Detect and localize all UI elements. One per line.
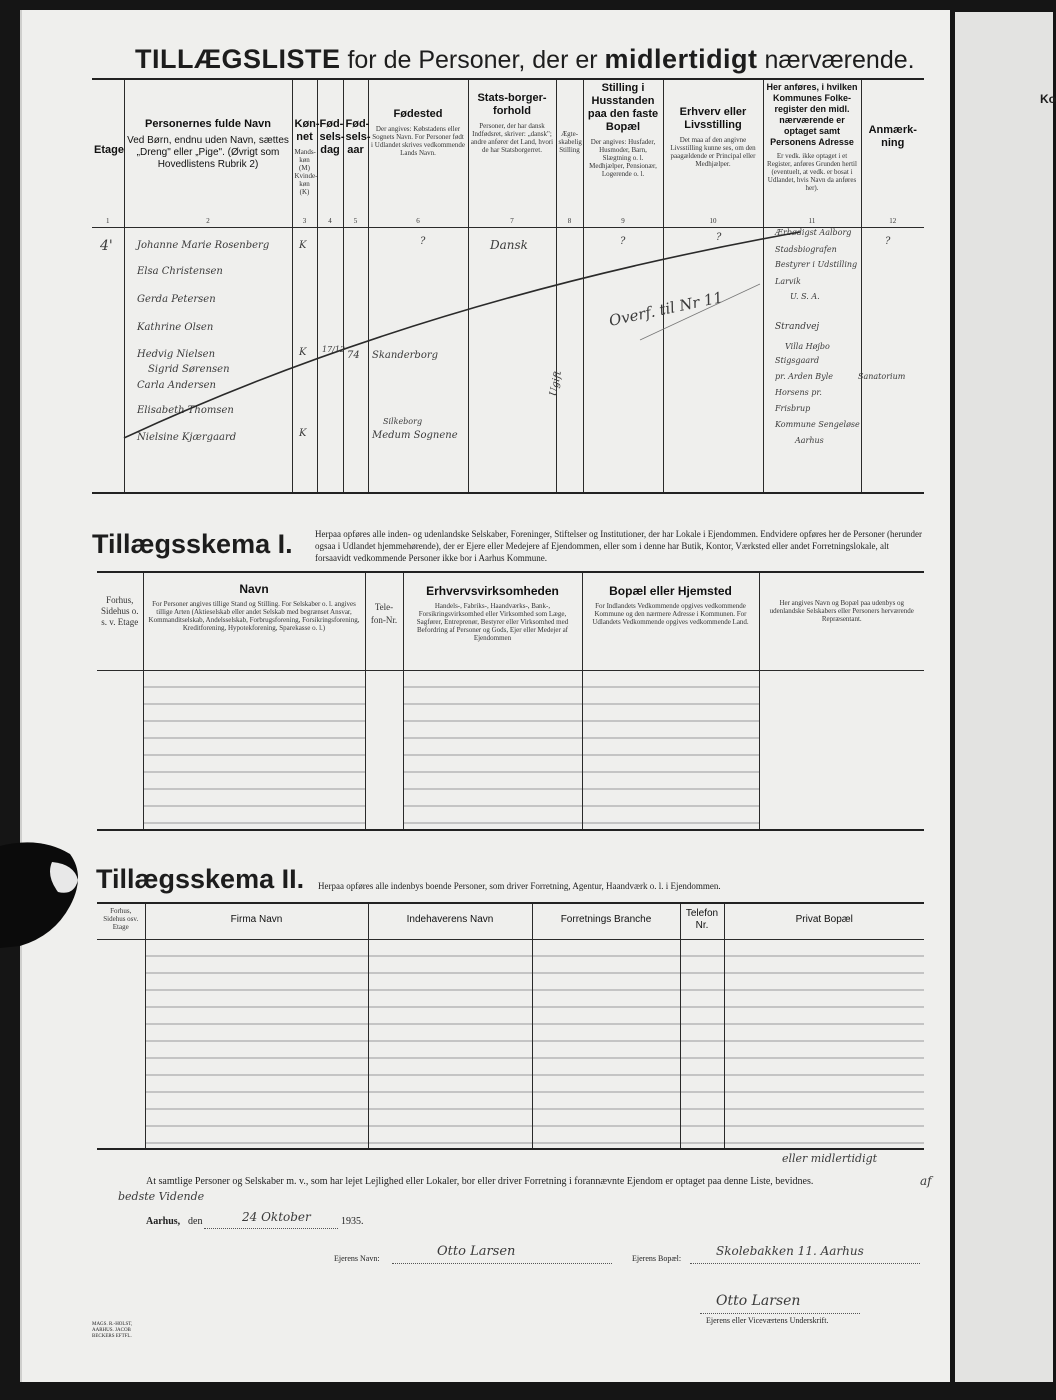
address-value: Stigsgaard xyxy=(775,356,820,365)
printer-mark: MAGS. R.-HOLST, AARHUS. JACOB BECKERS EFTFL. xyxy=(92,1322,133,1339)
col-address: Her anføres, i hvilken Kommunes Folke-register den midl. nærværende er optaget samt Personens Adresse Er vedk. ikke optaget i et Register, anføres Grunden hertil (eventuelt, at vedk. er bosat i Udlandet, hvis Navn da anføres her). 11 xyxy=(763,79,861,227)
signature: Otto Larsen xyxy=(716,1293,801,1309)
col-household: Stilling i Husstanden paa den faste Bopæl Der angives: Husfader, Husmoder, Barn, Slægtning o. l. Medhjælper, Pensionær, Logerende o. l. 9 xyxy=(583,79,663,227)
statement-text: At samtlige Personer og Selskaber m. v., som har lejet Lejlighed eller Lokaler, bor eller driver Forretning i forannævnte Ejendom er optaget paa denne Liste, bevidnes. xyxy=(146,1176,814,1187)
s1-col-etage: Forhus, Sidehus o. s. v. Etage xyxy=(97,572,143,670)
diagonal-mark xyxy=(640,284,760,340)
address-value: Horsens pr. xyxy=(775,388,822,397)
owner-name-label: Ejerens Navn: xyxy=(334,1254,380,1263)
skema1-table xyxy=(97,571,924,831)
marital-value: Ugift xyxy=(548,369,565,398)
s2-col-owner: Indehaverens Navn xyxy=(368,903,532,939)
statement-line2: bedste Vidende xyxy=(118,1190,205,1203)
skema1-title: Tillægsskema I. xyxy=(92,529,293,559)
s2-col-etage: Forhus, Sidehus osv. Etage xyxy=(97,903,145,939)
s1-col-phone: Tele-fon-Nr. xyxy=(365,572,403,670)
city-label: Aarhus, xyxy=(146,1216,181,1227)
birthplace-value: Silkeborg xyxy=(383,417,423,426)
main-title: TILLÆGSLISTE for de Personer, der er midlertidigt nærværende. xyxy=(135,44,915,74)
col-birthyear: Fød-sels-aar 5 xyxy=(343,79,368,227)
col-marital: Ægte-skabelig Stilling 8 xyxy=(556,79,583,227)
address-value: Bestyrer i Udstilling xyxy=(775,260,858,269)
adjacent-page-fragment: Ko xyxy=(1040,92,1056,106)
strike-line xyxy=(124,232,800,438)
s1-col-name: Navn For Personer angives tillige Stand og Stilling. For Selskaber o. l. angives tillige Arten (Aktieselskab eller andet Selskab med begrænset Ansvar, Kommanditselskab, Andelsselskab, Forbrugsforening, Forsikringsforening, Kreditforening, Hypotekforening, Sparekasse o. l.) xyxy=(143,572,365,670)
address-value: Strandvej xyxy=(775,322,820,332)
owner-address-value: Skolebakken 11. Aarhus xyxy=(716,1244,864,1258)
birthyear-value: 74 xyxy=(347,350,360,361)
col-citizenship: Stats-borger-forhold Personer, der har dansk Indfødsret, skriver: „dansk"; andre anfører det Land, hvori de har Statsborgerret. 7 xyxy=(468,79,556,227)
year-label: 1935. xyxy=(341,1216,364,1227)
owner-name-value: Otto Larsen xyxy=(437,1244,516,1259)
person-name: Carla Andersen xyxy=(137,380,216,391)
birthday-value: 17/12 xyxy=(322,345,346,354)
address-value: Frisbrup xyxy=(775,404,811,413)
date-value: 24 Oktober xyxy=(242,1210,311,1224)
skema2-description: Herpaa opføres alle indenbys boende Personer, som driver Forretning, Agentur, Haandværk o. l. i Ejendommen. xyxy=(318,881,721,891)
statement-tail: af xyxy=(920,1174,932,1188)
col-sex: Køn-net Mands-køn (M) Kvinde-køn (K) 3 xyxy=(292,79,317,227)
etage-value: 4' xyxy=(100,238,113,254)
transferred-note: Overf. til Nr 11 xyxy=(607,288,725,330)
sex-value: K xyxy=(299,347,307,358)
address-value: Ærbødigst Aalborg xyxy=(775,228,852,237)
signature-label: Ejerens eller Viceværtens Underskrift. xyxy=(706,1316,829,1325)
s2-col-private-address: Privat Bopæl xyxy=(724,903,924,939)
owner-address-label: Ejerens Bopæl: xyxy=(632,1254,682,1263)
birthplace-value: Skanderborg xyxy=(372,350,439,361)
s1-col-residence: Bopæl eller Hjemsted For Indlandets Vedkommende opgives vedkommende Kommune og den nærmere Adresse i Kommunen. For Udlandets Vedkommende opgives vedkommende Land. xyxy=(582,572,759,670)
sex-value: K xyxy=(299,428,307,439)
household-value: ? xyxy=(620,236,626,247)
s1-col-representative: Her angives Navn og Bopæl paa udenbys og udenlandske Selskabers eller Personers herværende Repræsentant. xyxy=(759,572,924,670)
col-occupation: Erhverv eller Livsstilling Det maa af den angivne Livsstilling kunne ses, om den paagældende er Principal eller Medhjælper. 10 xyxy=(663,79,763,227)
sanatorium-note: Sanatorium xyxy=(858,372,906,381)
person-name: Kathrine Olsen xyxy=(137,322,214,333)
col-birthplace: Fødested Der angives: Købstadens eller Sognets Navn. For Personer født i Udlandet skrives vedkommende Lands Navn. 6 xyxy=(368,79,468,227)
statement-insert: eller midlertidigt xyxy=(782,1152,878,1165)
address-value: Stadsbiografen xyxy=(775,245,837,254)
address-value: Villa Højbo xyxy=(785,342,830,351)
col-etage: Etage 1 xyxy=(92,79,124,227)
citizenship-value: Dansk xyxy=(490,238,528,252)
den-label: den xyxy=(188,1216,203,1227)
person-name: Johanne Marie Rosenberg xyxy=(137,240,270,251)
person-name: Gerda Petersen xyxy=(137,294,216,305)
skema2-title: Tillægsskema II. xyxy=(96,864,305,894)
s2-col-firm: Firma Navn xyxy=(145,903,368,939)
skema2-table xyxy=(97,902,924,1150)
col-remark: Anmærk-ning 12 xyxy=(861,79,924,227)
col-birthday: Fød-sels-dag 4 xyxy=(317,79,343,227)
address-value: pr. Arden Byle xyxy=(775,372,833,381)
remark-value: ? xyxy=(885,236,891,247)
person-name: Sigrid Sørensen xyxy=(148,364,230,375)
birthplace-value: Medum Sognene xyxy=(372,430,458,441)
person-name: Elsa Christensen xyxy=(137,266,223,277)
col-name: Personernes fulde Navn Ved Børn, endnu uden Navn, sættes „Dreng" eller „Pige". (Øvrigt som Hovedlistens Rubrik 2) 2 xyxy=(124,79,292,227)
s1-col-business: Erhvervsvirksomheden Handels-, Fabriks-, Haandværks-, Bank-, Forsikringsvirksomhed eller Virksomhed som Læge, Sagfører, Entreprenør, Bestyrer eller Virksomhed med Befordring af Personer og Gods, Ejer eller Medejer af Ejendommen xyxy=(403,572,582,670)
birthplace-value: ? xyxy=(420,236,426,247)
sex-value: K xyxy=(299,240,307,251)
address-value: Aarhus xyxy=(795,436,824,445)
address-value: Kommune Sengeløse xyxy=(775,420,860,429)
s2-col-phone: Telefon Nr. xyxy=(680,903,724,939)
person-name: Hedvig Nielsen xyxy=(137,349,216,360)
person-name: Elisabeth Thomsen xyxy=(137,405,234,416)
address-value: U. S. A. xyxy=(790,292,820,301)
thumb-shadow xyxy=(0,836,78,956)
address-value: Larvik xyxy=(775,277,801,286)
s2-col-branch: Forretnings Branche xyxy=(532,903,680,939)
skema1-description: Herpaa opføres alle inden- og udenlandske Selskaber, Foreninger, Stiftelser og Institutioner, der har Lokale i Ejendommen. Endvidere opføres her de Personer (herunder ogsaa i Udlandet hjemmehørende), der er Ejere eller Medejere af Ejendommen, eller som i denne har Butik, Kontor, Værksted eller andet Forretningslokale, alt forsaavidt vedkommende Personer ikke bor i Aarhus Kommune. xyxy=(315,529,922,563)
occupation-value: ? xyxy=(716,232,722,243)
person-name: Nielsine Kjærgaard xyxy=(137,432,237,443)
